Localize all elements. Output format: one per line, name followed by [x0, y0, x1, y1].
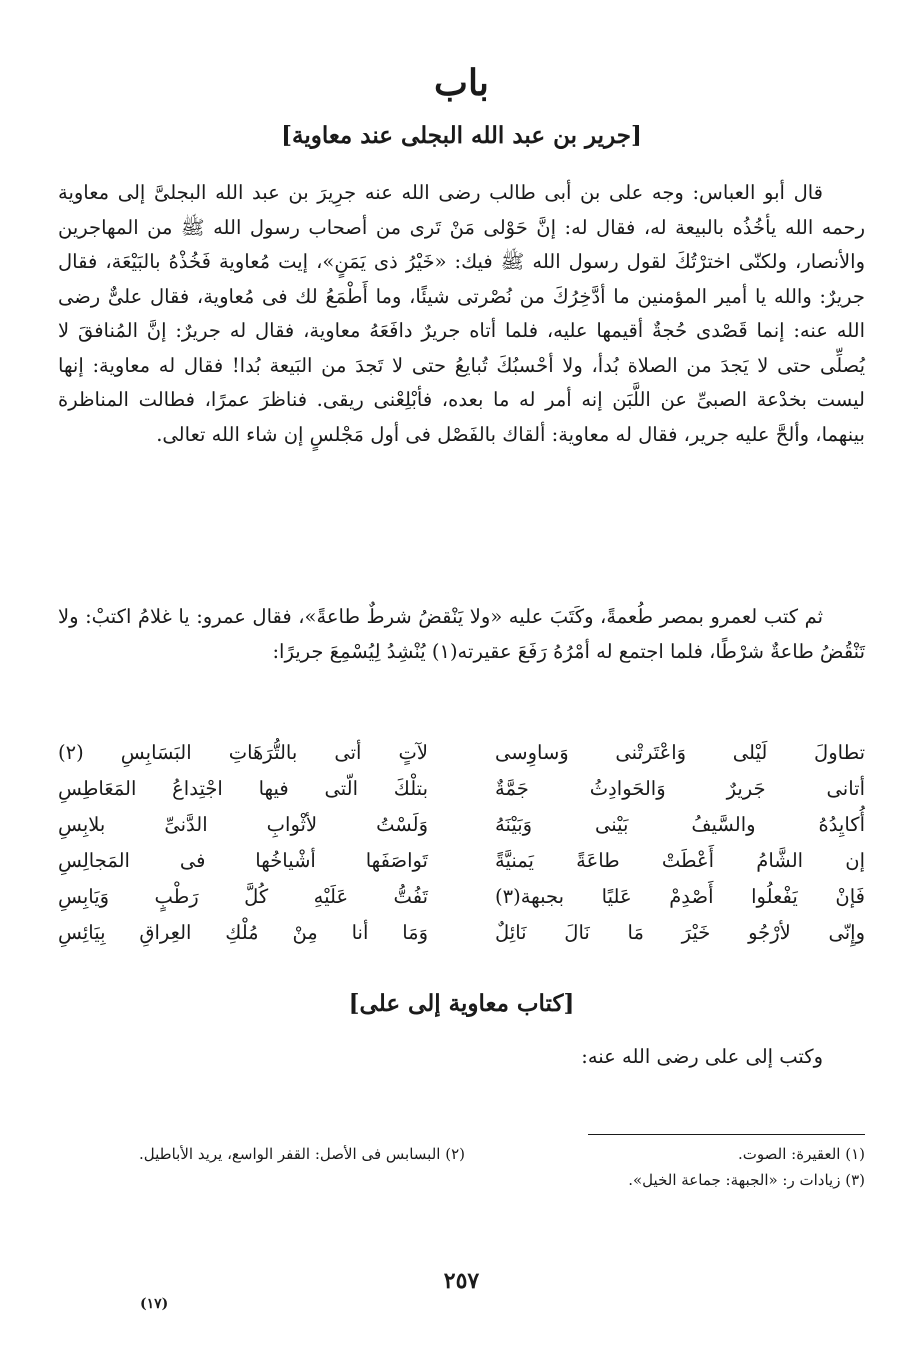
- hemistich-second: وَمَا أنا مِنْ مُلْكِ العِراقِ بِيَائِسِ: [58, 920, 428, 944]
- signature-mark: (١٧): [140, 1296, 169, 1312]
- paragraph-3: وكتب إلى على رضى الله عنه:: [581, 1045, 823, 1068]
- hemistich-first: فَإنْ يَفْعلُوا أَصْدِمْ عَليًا بجبهة(٣): [495, 884, 865, 908]
- footnote-3: (٣) زيادات ر: «الجبهة: جماعة الخيل».: [628, 1171, 865, 1189]
- hemistich-second: وَلَسْتُ لأثْوابِ الدَّنىِّ بلابِسِ: [58, 812, 428, 836]
- footnote-2: (٢) البسابس فى الأصل: القفر الواسع، يريد الأباطيل.: [138, 1145, 465, 1163]
- hemistich-first: أتانى جَريرٌ وَالحَوادِثُ جَمَّةٌ: [495, 776, 865, 800]
- hemistich-first: أُكايِدُهُ والسَّيفُ بَيْنى وَبَيْنَهُ: [495, 812, 865, 836]
- hemistich-second: تَواصَفَها أشْياخُها فى المَجالِسِ: [58, 848, 428, 872]
- hemistich-first: وإِنّى لأرْجُو خَيْرَ مَا نَالَ نَائِلٌ: [495, 920, 865, 944]
- poem-verse: [58, 842, 865, 878]
- poem-verse: [58, 734, 865, 770]
- section-heading: [جرير بن عبد الله البجلى عند معاوية]: [281, 122, 642, 149]
- hemistich-first: إن الشَّامُ أَعْطَتْ طاعَةً يَمنيَّةً: [495, 848, 865, 872]
- hemistich-first: تطاولَ لَيْلى وَاعْتَرتْنى وَساوِسى: [495, 740, 865, 764]
- hemistich-second: تَفُتُّ عَلَيْهِ كُلَّ رَطْبٍ وَيَابِسِ: [58, 884, 428, 908]
- poem-verse: [58, 878, 865, 914]
- chapter-title: باب: [434, 62, 489, 104]
- poem-verse: [58, 806, 865, 842]
- poem-verse: [58, 914, 865, 950]
- footnotes-right-column: [485, 1141, 865, 1193]
- footnote-1: (١) العقيرة: الصوت.: [738, 1145, 865, 1163]
- hemistich-second: لآتٍ أتى بالتُّرَهَاتِ البَسَابِسِ (٢): [58, 740, 428, 764]
- hemistich-second: بتلْكَ الّتى فيها اجْتِداعُ المَعَاطِسِ: [58, 776, 428, 800]
- page-number: ٢٥٧: [443, 1268, 480, 1294]
- paragraph-1: قال أبو العباس: وجه على بن أبى طالب رضى الله عنه جرِيرَ بن عبد الله البجلىَّ إلى معاوية رحمه الله يأخُذُه بالبيعة له، فقال له: إنَّ حَوْلى مَنْ تَرى من أصحاب رسول الله ﷺ من المهاجرين والأنصار، ولكنّى اخترْتُكَ لقول رسول الله ﷺ فيك: «خَيْرُ ذى يَمَنٍ»، إيت مُعاوية فَخُذْهُ بالبَيْعَة، فقال جريرٌ: والله يا أمير المؤمنين ما أدَّخِرُكَ من نُصْرتى شيئًا، وما أَطْمَعُ لك فى مُعاوية، فقال علىٌّ رضى الله عنه: إنما قَصْدى حُجةٌ أقيمها عليه، فلما أتاه جريرٌ دافَعَهُ معاوية، فقال له جريرٌ: إنَّ المُنافقَ لا يُصلِّى حتى لا يَجدَ من الصلاة بُدأ، ولا أحْسبُكَ تُبايعُ حتى لا تَجدَ من البَيعة بُدا! فقال له معاوية: إنها ليست بخدْعة الصبىِّ عن اللَّبَن إنه أمر له ما بعده، فأبْلِعْنى ريقى. فناظرَ عمرًا، فطالت المناظرة بينهما، وألحَّ عليه جرير، فقال له معاوية: ألقاك بالفَصْل فى أول مَجْلسٍ إن شاء الله تعالى.: [58, 181, 865, 446]
- footnotes-left-column: [58, 1141, 465, 1167]
- paragraph-2: ثم كتب لعمرو بمصر طُعمةً، وكَتَبَ عليه «ولا يَنْقضُ شرطٌ طاعةً»، فقال عمرو: يا غلامُ اكتبْ: ولا تَنْقُضُ طاعةٌ شرْطًا، فلما اجتمع له أمْرُهُ رَفَعَ عقيرته(١) يُنْشِدُ لِيُسْمِعَ جريرًا:: [58, 605, 865, 663]
- footnote-divider: [588, 1134, 865, 1135]
- section-heading-letter: [كتاب معاوية إلى على]: [348, 990, 575, 1017]
- poem-verse: [58, 770, 865, 806]
- poem: [58, 734, 865, 950]
